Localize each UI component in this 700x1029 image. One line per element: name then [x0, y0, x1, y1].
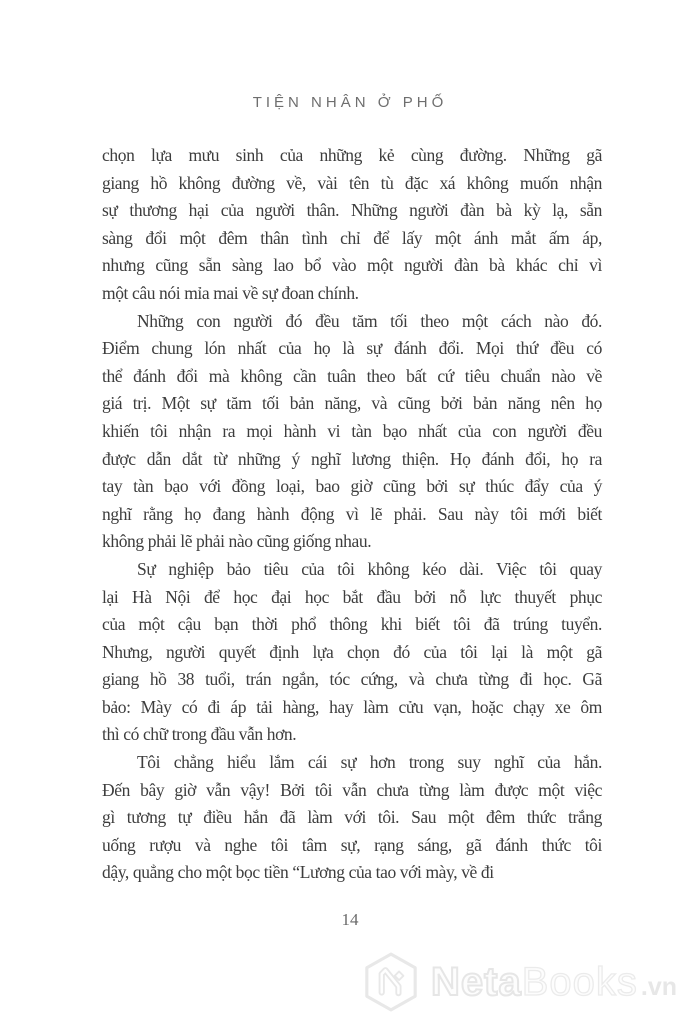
text-line: uống rượu và nghe tôi tâm sự, rạng sáng, gã đánh thức tôi — [102, 834, 602, 855]
watermark-brand-neta: Neta — [431, 959, 522, 1004]
text-line: giá trị. Một sự tăm tối bản năng, và cũng bởi bản năng nên họ — [102, 393, 602, 414]
text-line: sàng đổi một đêm thân tình chỉ để lấy một ánh mắt ấm áp, — [102, 227, 602, 248]
text-line: của một cậu bạn thời phổ thông khi biết tôi đã trúng tuyển. — [102, 614, 602, 635]
text-line: khiến tôi nhận ra mọi hành vi tàn bạo nhất của con người đều — [102, 420, 602, 441]
text-line: dậy, quẳng cho một bọc tiền “Lương của tao với mày, về đi — [102, 862, 494, 883]
text-line: nhưng cũng sẵn sàng lao bổ vào một người đàn bà khác chỉ vì — [102, 255, 602, 276]
text-line: lại Hà Nội để học đại học bắt đầu bởi nỗ lực thuyết phục — [102, 586, 602, 607]
text-line: thì có chữ trong đầu vẫn hơn. — [102, 724, 297, 745]
running-head-title: TIỆN NHÂN Ở PHỐ — [252, 94, 448, 111]
text-line: Nhưng, người quyết định lựa chọn đó của tôi lại là một gã — [102, 641, 602, 662]
text-line: sự thương hại của người thân. Những người đàn bà kỳ lạ, sẵn — [102, 200, 602, 221]
text-line: Điểm chung lón nhất của họ là sự đánh đổi. Mọi thứ đều có — [102, 338, 602, 359]
text-line: gì tương tự điều hắn đã làm với tôi. Sau một đêm thức trắng — [102, 807, 602, 828]
text-line: chọn lựa mưu sinh của những kẻ cùng đường. Những gã — [102, 145, 602, 165]
text-line: không phải lẽ phải nào cũng giống nhau. — [102, 531, 372, 552]
text-line: giang hồ 38 tuổi, trán ngắn, tóc cứng, và chưa từng đi học. Gã — [102, 669, 602, 690]
text-line: Những con người đó đều tăm tối theo một cách nào đó. — [137, 310, 602, 331]
text-line: Đến bây giờ vẫn vậy! Bởi tôi vẫn chưa từng làm được một việc — [102, 779, 602, 800]
text-line: nghĩ rằng họ đang hành động vì lẽ phải. Sau này tôi mới biết — [102, 503, 602, 524]
netabooks-hexagon-n-logo — [360, 950, 422, 1014]
watermark-text — [431, 960, 677, 1005]
body-text — [102, 142, 602, 887]
text-line: một câu nói mỉa mai về sự đoan chính. — [102, 282, 359, 303]
text-line: giang hồ không đường về, vài tên tù đặc xá không muốn nhận — [102, 172, 602, 193]
text-line: được dẫn dắt từ những ý nghĩ lương thiện. Họ đánh đổi, họ ra — [102, 448, 602, 469]
text-line: tay tàn bạo với đồng loại, bao giờ cũng bởi sự thúc đẩy của ý — [102, 476, 602, 497]
watermark — [360, 950, 677, 1014]
text-line: thể đánh đổi mà không cần tuân theo bất cứ tiêu chuẩn nào về — [102, 365, 602, 386]
text-line: Tôi chẳng hiểu lắm cái sự hơn trong suy nghĩ của hắn. — [137, 752, 602, 773]
watermark-brand-tld: .vn — [640, 972, 677, 1001]
watermark-brand-books: Books — [521, 959, 638, 1004]
text-line: bảo: Mày có đi áp tải hàng, hay làm cửu vạn, hoặc chạy xe ôm — [102, 696, 602, 717]
page-number: 14 — [341, 910, 359, 929]
text-line: Sự nghiệp bảo tiêu của tôi không kéo dài. Việc tôi quay — [137, 558, 602, 579]
